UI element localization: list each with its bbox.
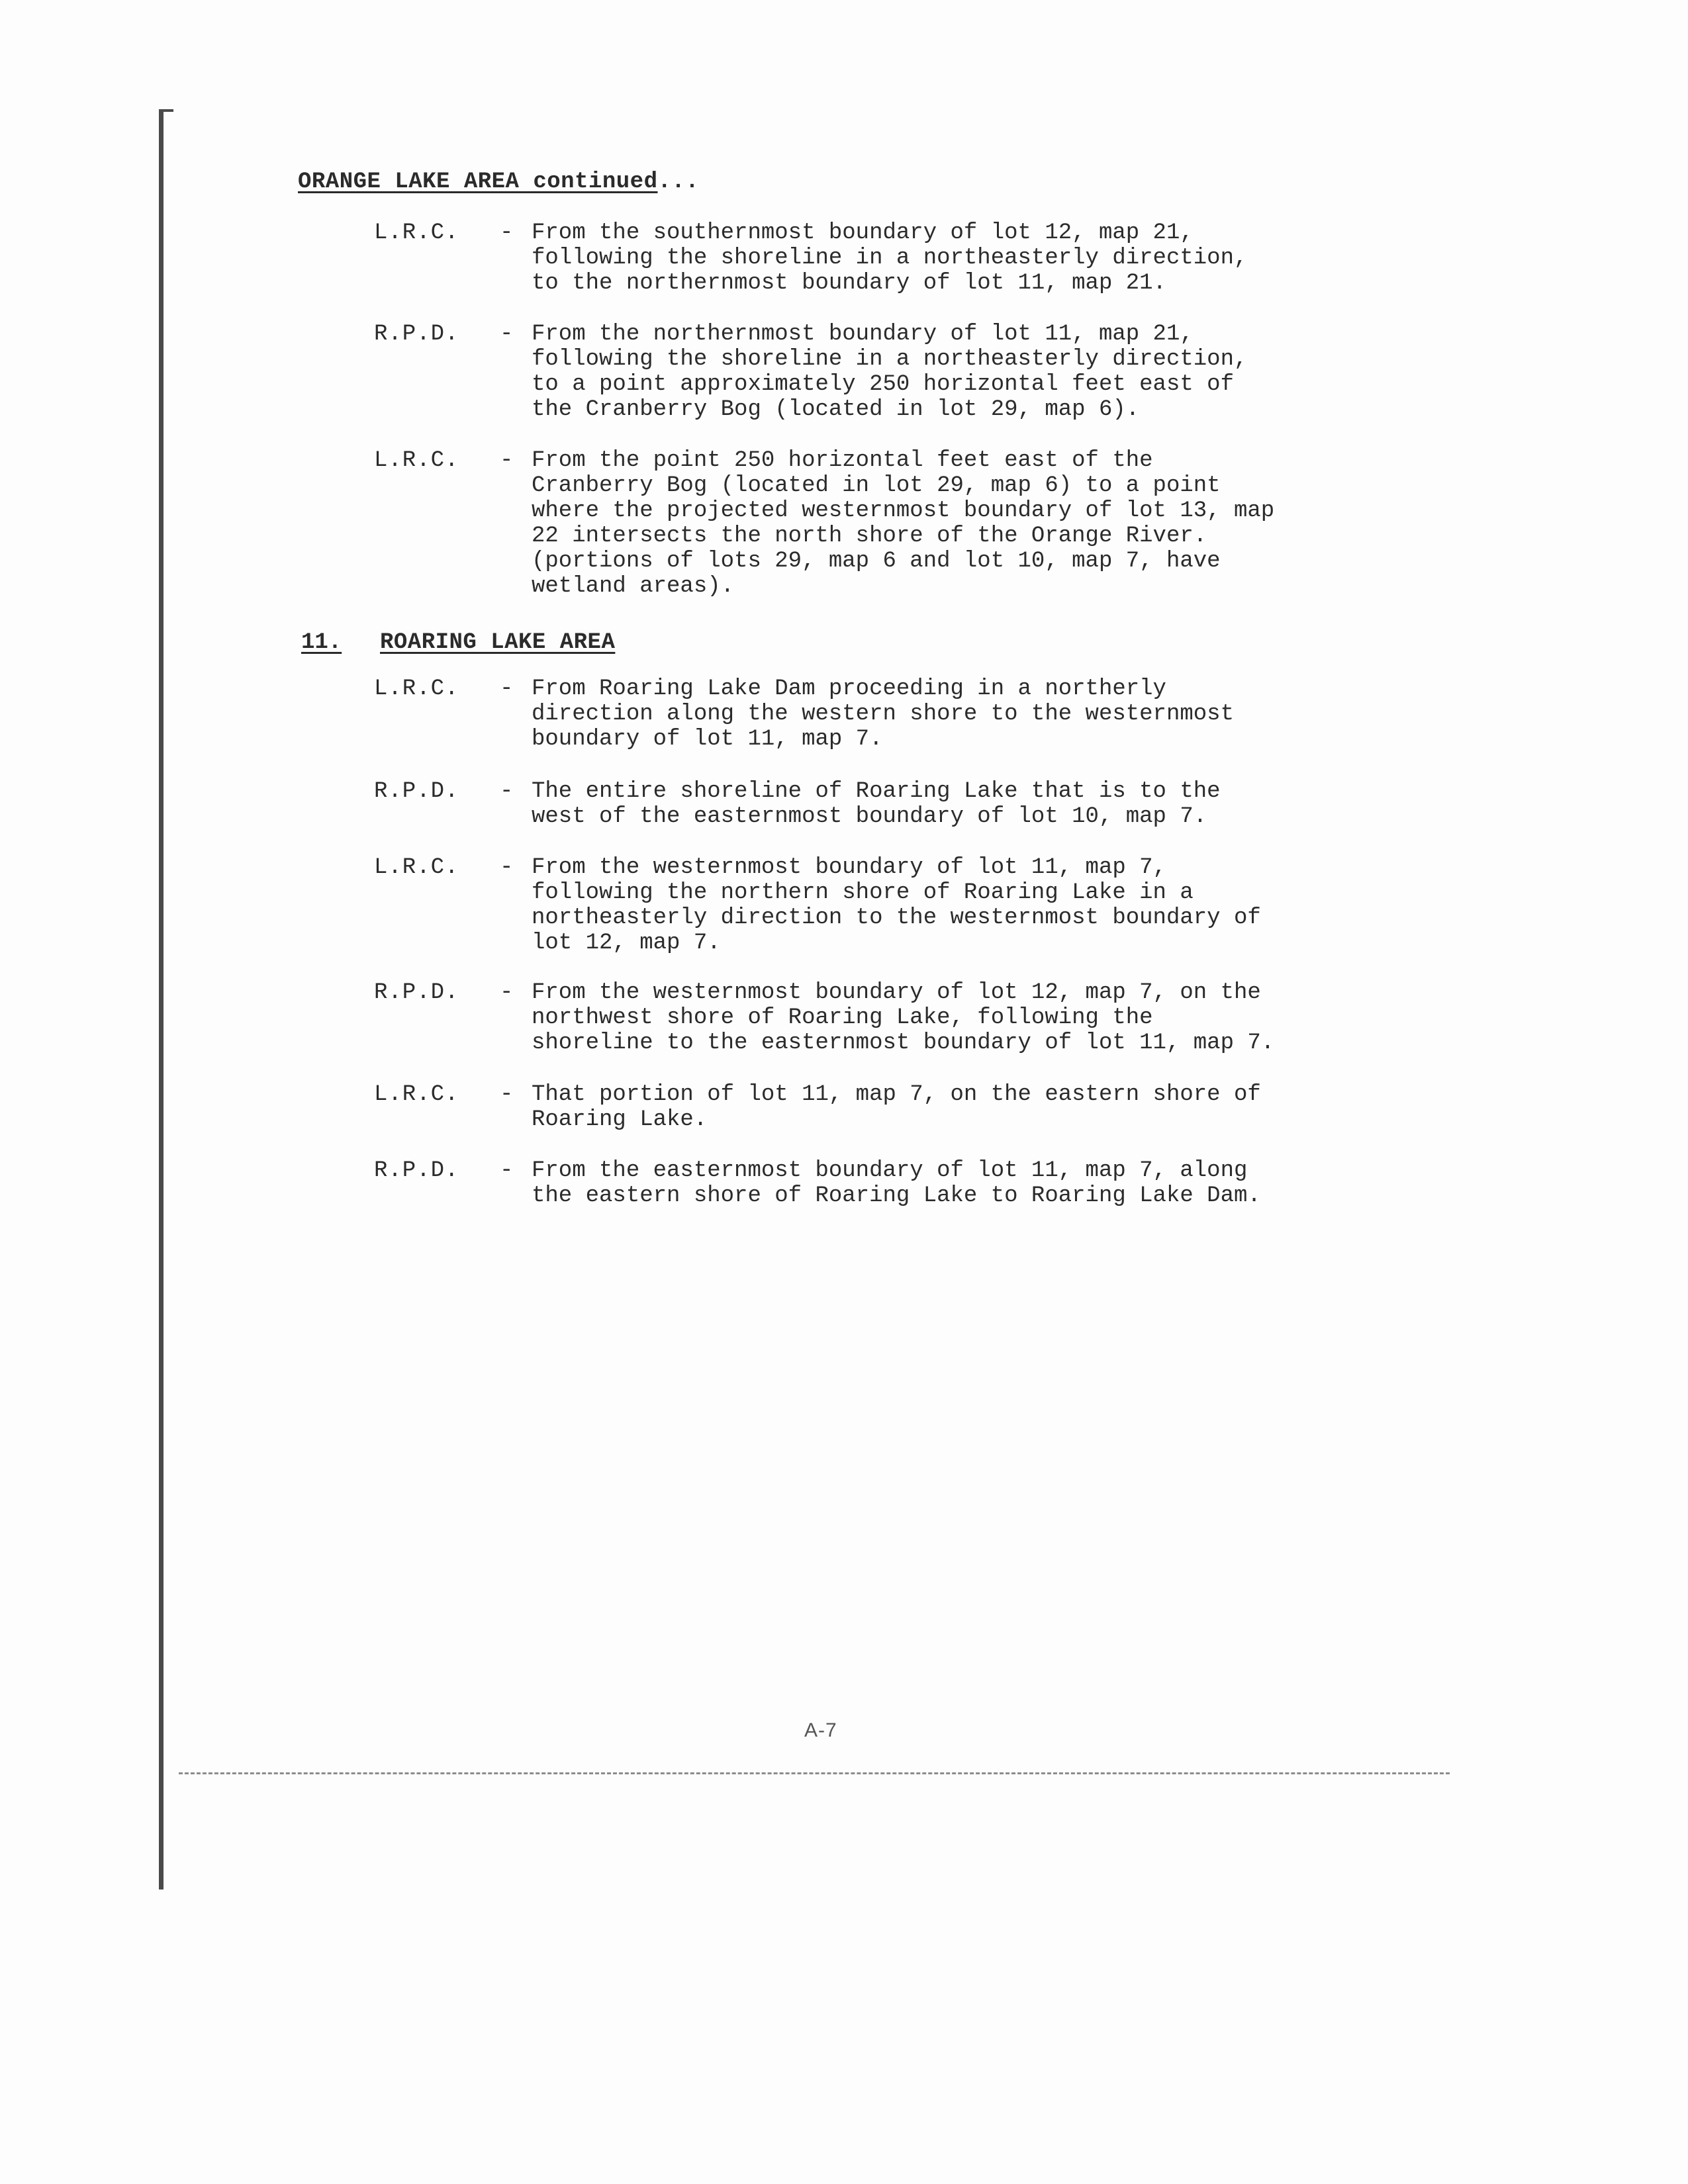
entry-dash: - <box>500 779 514 804</box>
entry-code: R.P.D. <box>374 322 459 347</box>
entry-description: From Roaring Lake Dam proceeding in a northerly direction along the western shore to the westernmost boundary of lot 11, map 7. <box>532 676 1234 752</box>
page-number: A-7 <box>804 1719 837 1741</box>
binder-bar <box>159 109 164 1889</box>
entry-dash: - <box>500 1082 514 1107</box>
entry-dash: - <box>500 1158 514 1183</box>
entry-description: The entire shoreline of Roaring Lake that is to the west of the easternmost boundary of lot 10, map 7. <box>532 779 1221 829</box>
binder-tick <box>159 109 173 112</box>
entry-code: R.P.D. <box>374 779 459 804</box>
continued-heading-ellipsis: ... <box>657 169 700 195</box>
entry-description: From the westernmost boundary of lot 12, map 7, on the northwest shore of Roaring Lake, following the shoreline to the easternmost boundary of lot 11, map 7. <box>532 980 1275 1056</box>
entry-description: That portion of lot 11, map 7, on the eastern shore of Roaring Lake. <box>532 1082 1261 1132</box>
footer-rule <box>179 1772 1450 1774</box>
entry-code: L.R.C. <box>374 855 459 880</box>
entry-code: R.P.D. <box>374 980 459 1005</box>
continued-heading <box>298 169 699 195</box>
entry-code: L.R.C. <box>374 220 459 246</box>
entry-dash: - <box>500 980 514 1005</box>
entry-code: L.R.C. <box>374 448 459 473</box>
entry-dash: - <box>500 676 514 702</box>
section-title: ROARING LAKE AREA <box>380 630 616 655</box>
entry-description: From the southernmost boundary of lot 12, map 21, following the shoreline in a northeasterly direction, to the northernmost boundary of lot 11, map 21. <box>532 220 1248 296</box>
entry-dash: - <box>500 220 514 246</box>
entry-description: From the easternmost boundary of lot 11, map 7, along the eastern shore of Roaring Lake to Roaring Lake Dam. <box>532 1158 1261 1208</box>
entry-dash: - <box>500 855 514 880</box>
entry-description: From the westernmost boundary of lot 11, map 7, following the northern shore of Roaring Lake in a northeasterly direction to the westernmost boundary of lot 12, map 7. <box>532 855 1261 956</box>
section-number: 11. <box>301 630 342 655</box>
continued-heading-title: ORANGE LAKE AREA continued <box>298 169 658 195</box>
entry-dash: - <box>500 448 514 473</box>
entry-code: L.R.C. <box>374 1082 459 1107</box>
entry-dash: - <box>500 322 514 347</box>
entry-code: L.R.C. <box>374 676 459 702</box>
entry-code: R.P.D. <box>374 1158 459 1183</box>
entry-description: From the northernmost boundary of lot 11, map 21, following the shoreline in a northeasterly direction, to a point approximately 250 horizontal feet east of the Cranberry Bog (located in lot 29, map 6). <box>532 322 1248 422</box>
entry-description: From the point 250 horizontal feet east of the Cranberry Bog (located in lot 29, map 6) to a point where the projected westernmost boundary of lot 13, map 22 intersects the north shore of the Orange River. (portions of lots 29, map 6 and lot 10, map 7, have wetland areas). <box>532 448 1275 599</box>
